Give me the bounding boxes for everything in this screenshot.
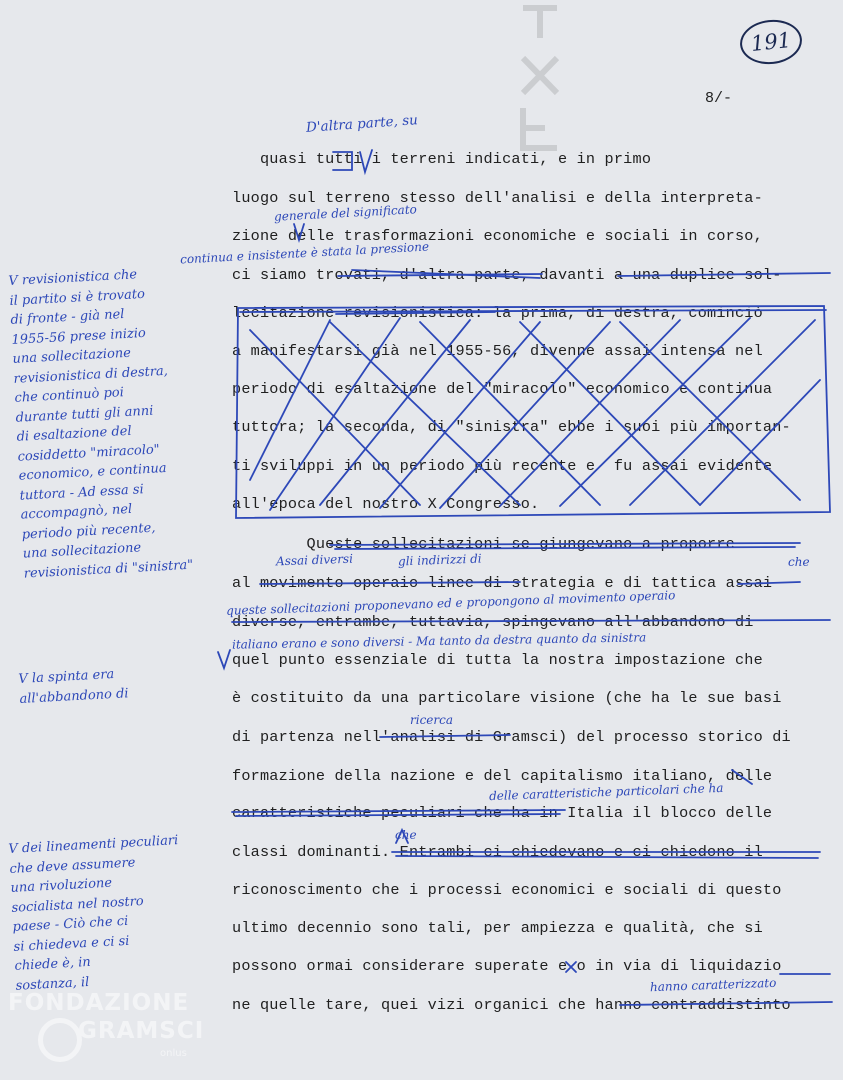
typed-line: a manifestarsi già nel 1955-56, divenne assai intensa nel (232, 342, 763, 360)
typed-line: all'epoca del nostro X Congresso. (232, 495, 540, 513)
margin-note: V revisionistica che il partito si è trovato di fronte - già nel 1955-56 prese inizio una sollecitazione revisionistica di destra, che continuò poi durante tutti gli anni di esaltazione del cosiddetto "miracolo" economico, e continua tuttora - Ad essa si accompagnò, nel periodo più recente, una sollecitazione revisionistica di "sinistra" (8, 267, 194, 582)
handwritten-insert: gli indirizzi di (397, 551, 482, 569)
handwritten-insert: che (788, 555, 810, 569)
watermark-logo (8, 990, 208, 1070)
watermark-text: GRAMSCI (78, 1018, 205, 1044)
handwritten-insert: queste sollecitazioni proponevano ed e propongono al movimento operaio (225, 588, 676, 618)
handwritten-insert: D'altra parte, su (305, 112, 419, 136)
typed-line: ti sviluppi in un periodo più recente e fu assai evidente (232, 457, 773, 475)
handwritten-insert: hanno caratterizzato (649, 975, 777, 995)
typed-line: zione delle trasformazioni economiche e sociali in corso, (232, 227, 763, 245)
typed-line: Queste sollecitazioni se giungevano a proporre (232, 535, 735, 553)
typed-line: formazione della nazione e del capitalismo italiano, delle (232, 767, 773, 785)
page-number: 191 (738, 17, 804, 67)
handwritten-insert: Assai diversi (275, 551, 354, 569)
typed-line: lecitazione revisionistica: la prima, di destra, cominciò (232, 304, 763, 322)
handwritten-insert: che (395, 828, 417, 842)
archive-stamp-mark (515, 0, 565, 158)
margin-note: V dei lineamenti peculiari che deve assumere una rivoluzione socialista nel nostro paese - Ciò che ci si chiedeva e ci si chiede è, in sostanza, il (8, 833, 179, 994)
typed-line: classi dominanti. Entrambi ci chiedevano e ci chiedono il (232, 843, 763, 861)
margin-note: V la spinta era all'abbandono di (18, 666, 129, 707)
typed-line: quasi tutti i terreni indicati, e in primo (232, 150, 652, 168)
typed-line: ultimo decennio sono tali, per ampiezza e qualità, che si (232, 919, 763, 937)
typed-line: possono ormai considerare superate e o in via di liquidazio (232, 957, 782, 975)
typed-line: quel punto essenziale di tutta la nostra impostazione che (232, 651, 763, 669)
typed-line: tuttora; la seconda, di "sinistra" ebbe i suoi più importan- (232, 418, 791, 436)
typed-line: di partenza nell'analisi di Gramsci) del processo storico di (232, 728, 791, 746)
typed-line: riconoscimento che i processi economici e sociali di questo (232, 881, 782, 899)
typed-line: caratteristiche peculiari che ha in Italia il blocco delle (232, 804, 773, 822)
typed-line: ci siamo trovati, d'altra parte, davanti a una duplice sol- (232, 266, 782, 284)
folio-number: 8/- (705, 90, 733, 107)
typed-line: è costituito da una particolare visione (che ha le sue basi (232, 689, 782, 707)
typed-line: ne quelle tare, quei vizi organici che hanno contraddistinto (232, 996, 791, 1014)
handwritten-insert: generale del significato (273, 202, 418, 224)
handwritten-insert: continua e insistente è stata la pressione (179, 239, 430, 267)
typed-line: al movimento operaio linee di strategia e di tattica assai (232, 574, 773, 592)
typed-line: diverse, entrambe, tuttavia, spingevano all'abbandono di (232, 613, 754, 631)
watermark-emblem (38, 1018, 82, 1062)
handwritten-insert: italiano erano e sono diversi - Ma tanto da destra quanto da sinistra (231, 630, 647, 652)
watermark-text: FONDAZIONE (8, 990, 190, 1016)
handwritten-insert: ricerca (410, 713, 454, 727)
watermark-text: onlus (160, 1048, 187, 1059)
handwritten-insert: delle caratteristiche particolari che ha (488, 780, 724, 804)
typed-line: periodo di esaltazione del "miracolo" economico e continua (232, 380, 773, 398)
typed-line: luogo sul terreno stesso dell'analisi e della interpreta- (232, 189, 763, 207)
